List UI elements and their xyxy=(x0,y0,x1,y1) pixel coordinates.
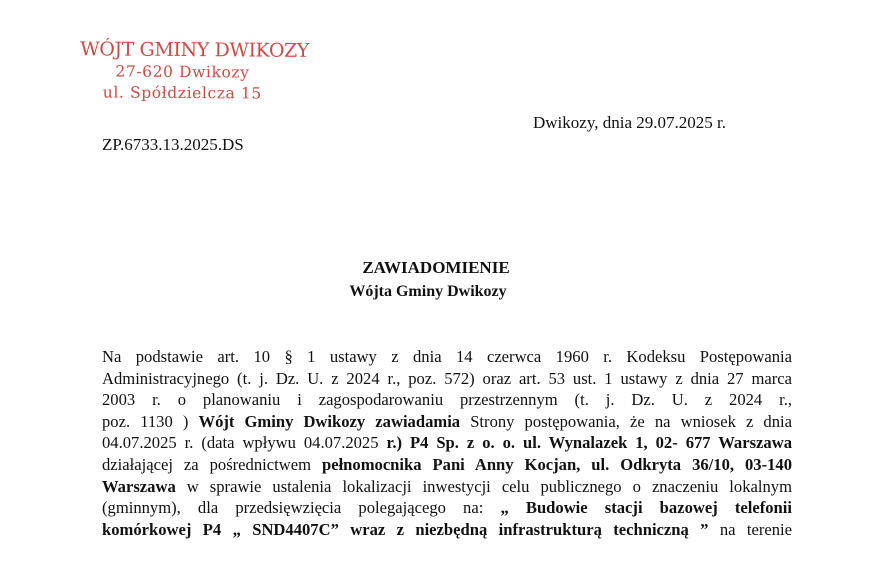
body-line-8 xyxy=(102,497,792,519)
body-line-7-bold: Warszawa xyxy=(102,476,176,496)
stamp-street: ul. Spółdzielcza 15 xyxy=(102,83,262,103)
body-line-5-date: 04.07.2025 r. (data wpływu 04.07.2025 xyxy=(102,433,379,453)
stamp-postal-code: 27-620 Dwikozy xyxy=(115,62,250,82)
body-line-4 xyxy=(102,411,792,433)
office-stamp xyxy=(80,37,310,104)
body-line-4-rest: Strony postępowania, że na wniosek z dnia xyxy=(470,411,792,431)
body-line-8-bold: „ Budowie stacji bazowej telefonii xyxy=(500,498,792,518)
body-line-1: Na podstawie art. 10 § 1 ustawy z dnia 14 czerwca 1960 r. Kodeksu Postępowania xyxy=(102,347,792,366)
body-line-8-text: (gminnym), dla przedsięwzięcia polegającego na: xyxy=(102,498,484,518)
body-line-2: Administracyjnego (t. j. Dz. U. z 2024 r., poz. 572) oraz art. 53 ust. 1 ustawy z dnia 27 marca xyxy=(102,368,792,388)
case-reference-number: ZP.6733.13.2025.DS xyxy=(102,135,244,154)
body-line-7 xyxy=(102,476,792,498)
body-line-6-bold: pełnomocnika Pani Anny Kocjan, ul. Odkryta 36/10, 03-140 xyxy=(321,454,792,474)
body-line-4-ref: poz. 1130 ) xyxy=(102,411,189,431)
body-line-6 xyxy=(102,454,792,476)
body-line-6-text: działającej za pośrednictwem xyxy=(102,454,311,474)
body-line-9-text: na terenie xyxy=(719,519,793,539)
body-line-9 xyxy=(102,519,792,541)
body-line-5-bold: r.) P4 Sp. z o. o. ul. Wynalazek 1, 02- 677 Warszawa xyxy=(386,433,792,453)
place-and-date: Dwikozy, dnia 29.07.2025 r. xyxy=(533,113,726,132)
notice-body xyxy=(102,346,792,540)
body-line-4-bold: Wójt Gminy Dwikozy zawiadamia xyxy=(198,411,461,431)
body-line-3: 2003 r. o planowaniu i zagospodarowaniu przestrzennym (t. j. Dz. U. z 2024 r., xyxy=(102,390,792,410)
document-subtitle: Wójta Gminy Dwikozy xyxy=(349,283,507,300)
body-line-7-text: w sprawie ustalenia lokalizacji inwestycji celu publicznego o znaczeniu lokalnym xyxy=(186,476,792,496)
body-line-9-bold: komórkowej P4 „ SND4407C” wraz z niezbędną infrastrukturą techniczną ” xyxy=(102,519,709,539)
body-line-5 xyxy=(102,432,792,454)
stamp-title: WÓJT GMINY DWIKOZY xyxy=(80,38,310,62)
document-title: ZAWIADOMIENIE xyxy=(362,258,510,277)
